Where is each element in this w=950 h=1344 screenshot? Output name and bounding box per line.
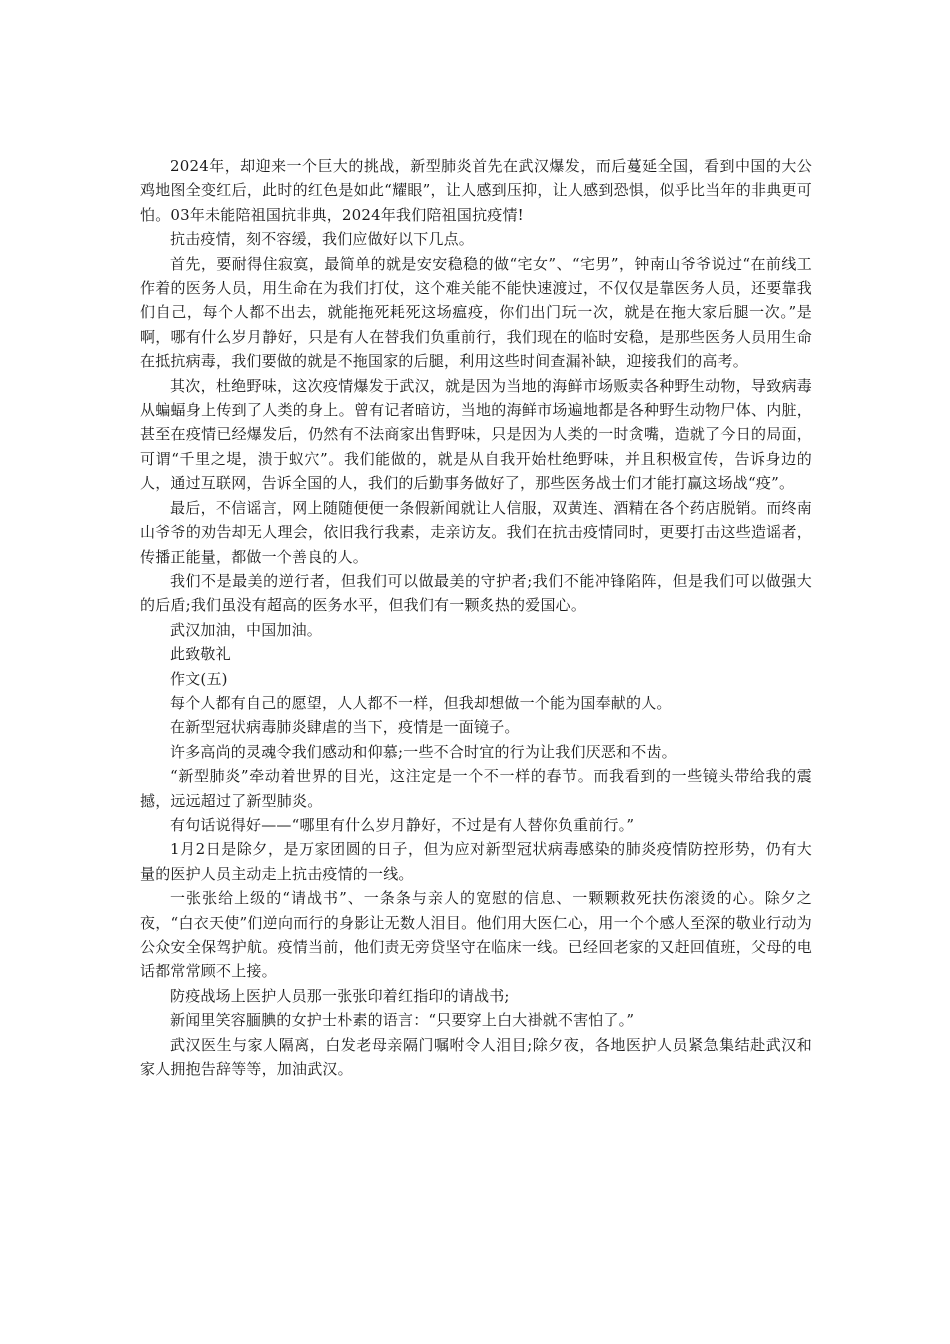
paragraph: 抗击疫情，刻不容缓，我们应做好以下几点。	[170, 230, 475, 249]
paragraph: 最后，不信谣言，网上随随便便一条假新闻就让人信服，双黄连、酒精在各个药店脱销。而终南山爷爷的劝告却无人理会，依旧我行我素，走亲访友。我们在抗击疫情同时，更要打击这些造谣者，传播正能量，都做一个善良的人。	[140, 498, 812, 566]
paragraph: 新闻里笑容腼腆的女护士朴素的语言：“只要穿上白大褂就不害怕了。”	[170, 1011, 635, 1030]
paragraph: 每个人都有自己的愿望，人人都不一样，但我却想做一个能为国奉献的人。	[170, 693, 672, 712]
paragraph: 武汉加油，中国加油。	[170, 620, 323, 639]
paragraph: 一张张给上级的“请战书”、一条条与亲人的宽慰的信息、一颗颗救死扶伤滚烫的心。除夕之夜，“白衣天使”们逆向而行的身影让无数人泪目。他们用大医仁心，用一个个感人至深的敬业行动为公众安全保驾护航。疫情当前，他们责无旁贷坚守在临床一线。已经回老家的又赶回值班，父母的电话都常常顾不上接。	[140, 889, 812, 981]
paragraph: 武汉医生与家人隔离，白发老母亲隔门嘱咐令人泪目;除夕夜，各地医护人员紧急集结赴武汉和家人拥抱告辞等等，加油武汉。	[140, 1035, 812, 1079]
essay-heading: 作文(五)	[170, 669, 228, 688]
document-body	[140, 154, 812, 1081]
paragraph: 有句话说得好——“哪里有什么岁月静好，不过是有人替你负重前行。”	[170, 815, 635, 834]
paragraph: “新型肺炎”牵动着世界的目光，这注定是一个不一样的春节。而我看到的一些镜头带给我的震撼，远远超过了新型肺炎。	[140, 767, 812, 810]
paragraph: 在新型冠状病毒肺炎肆虐的当下，疫情是一面镜子。	[170, 718, 520, 737]
closing-salutation: 此致敬礼	[170, 645, 231, 664]
paragraph: 我们不是最美的逆行者，但我们可以做最美的守护者;我们不能冲锋陷阵，但是我们可以做强大的后盾;我们虽没有超高的医务水平，但我们有一颗炙热的爱国心。	[140, 571, 812, 615]
paragraph: 2024年，却迎来一个巨大的挑战，新型肺炎首先在武汉爆发，而后蔓延全国，看到中国的大公鸡地图全变红后，此时的红色是如此“耀眼”，让人感到压抑，让人感到恐惧，似乎比当年的非典更可怕。03年未能陪祖国抗非典，2024年我们陪祖国抗疫情!	[140, 157, 812, 224]
paragraph: 许多高尚的灵魂令我们感动和仰慕;一些不合时宜的行为让我们厌恶和不齿。	[170, 742, 677, 761]
paragraph: 其次，杜绝野味，这次疫情爆发于武汉，就是因为当地的海鲜市场贩卖各种野生动物，导致病毒从蝙蝠身上传到了人类的身上。曾有记者暗访，当地的海鲜市场遍地都是各种野生动物尸体、内脏，甚至在疫情已经爆发后，仍然有不法商家出售野味，只是因为人类的一时贪嘴，造就了今日的局面，可谓“千里之堤，溃于蚁穴”。我们能做的，就是从自我开始杜绝野味，并且积极宣传，告诉身边的人，通过互联网，告诉全国的人，我们的后勤事务做好了，那些医务战士们才能打赢这场战“疫”。	[140, 376, 812, 493]
paragraph: 1月2日是除夕，是万家团圆的日子，但为应对新型冠状病毒感染的肺炎疫情防控形势，仍有大量的医护人员主动走上抗击疫情的一线。	[140, 840, 812, 883]
paragraph: 首先，要耐得住寂寞，最简单的就是安安稳稳的做“宅女”、“宅男”，钟南山爷爷说过“在前线工作着的医务人员，用生命在为我们打仗，这个难关能不能快速渡过，不仅仅是靠医务人员，还要靠我们自己，每个人都不出去，就能拖死耗死这场瘟疫，你们出门玩一次，就是在拖大家后腿一次。”是啊，哪有什么岁月静好，只是有人在替我们负重前行，我们现在的临时安稳，是那些医务人员用生命在抵抗病毒，我们要做的就是不拖国家的后腿，利用这些时间查漏补缺，迎接我们的高考。	[140, 254, 812, 371]
paragraph: 防疫战场上医护人员那一张张印着红指印的请战书;	[170, 986, 510, 1005]
